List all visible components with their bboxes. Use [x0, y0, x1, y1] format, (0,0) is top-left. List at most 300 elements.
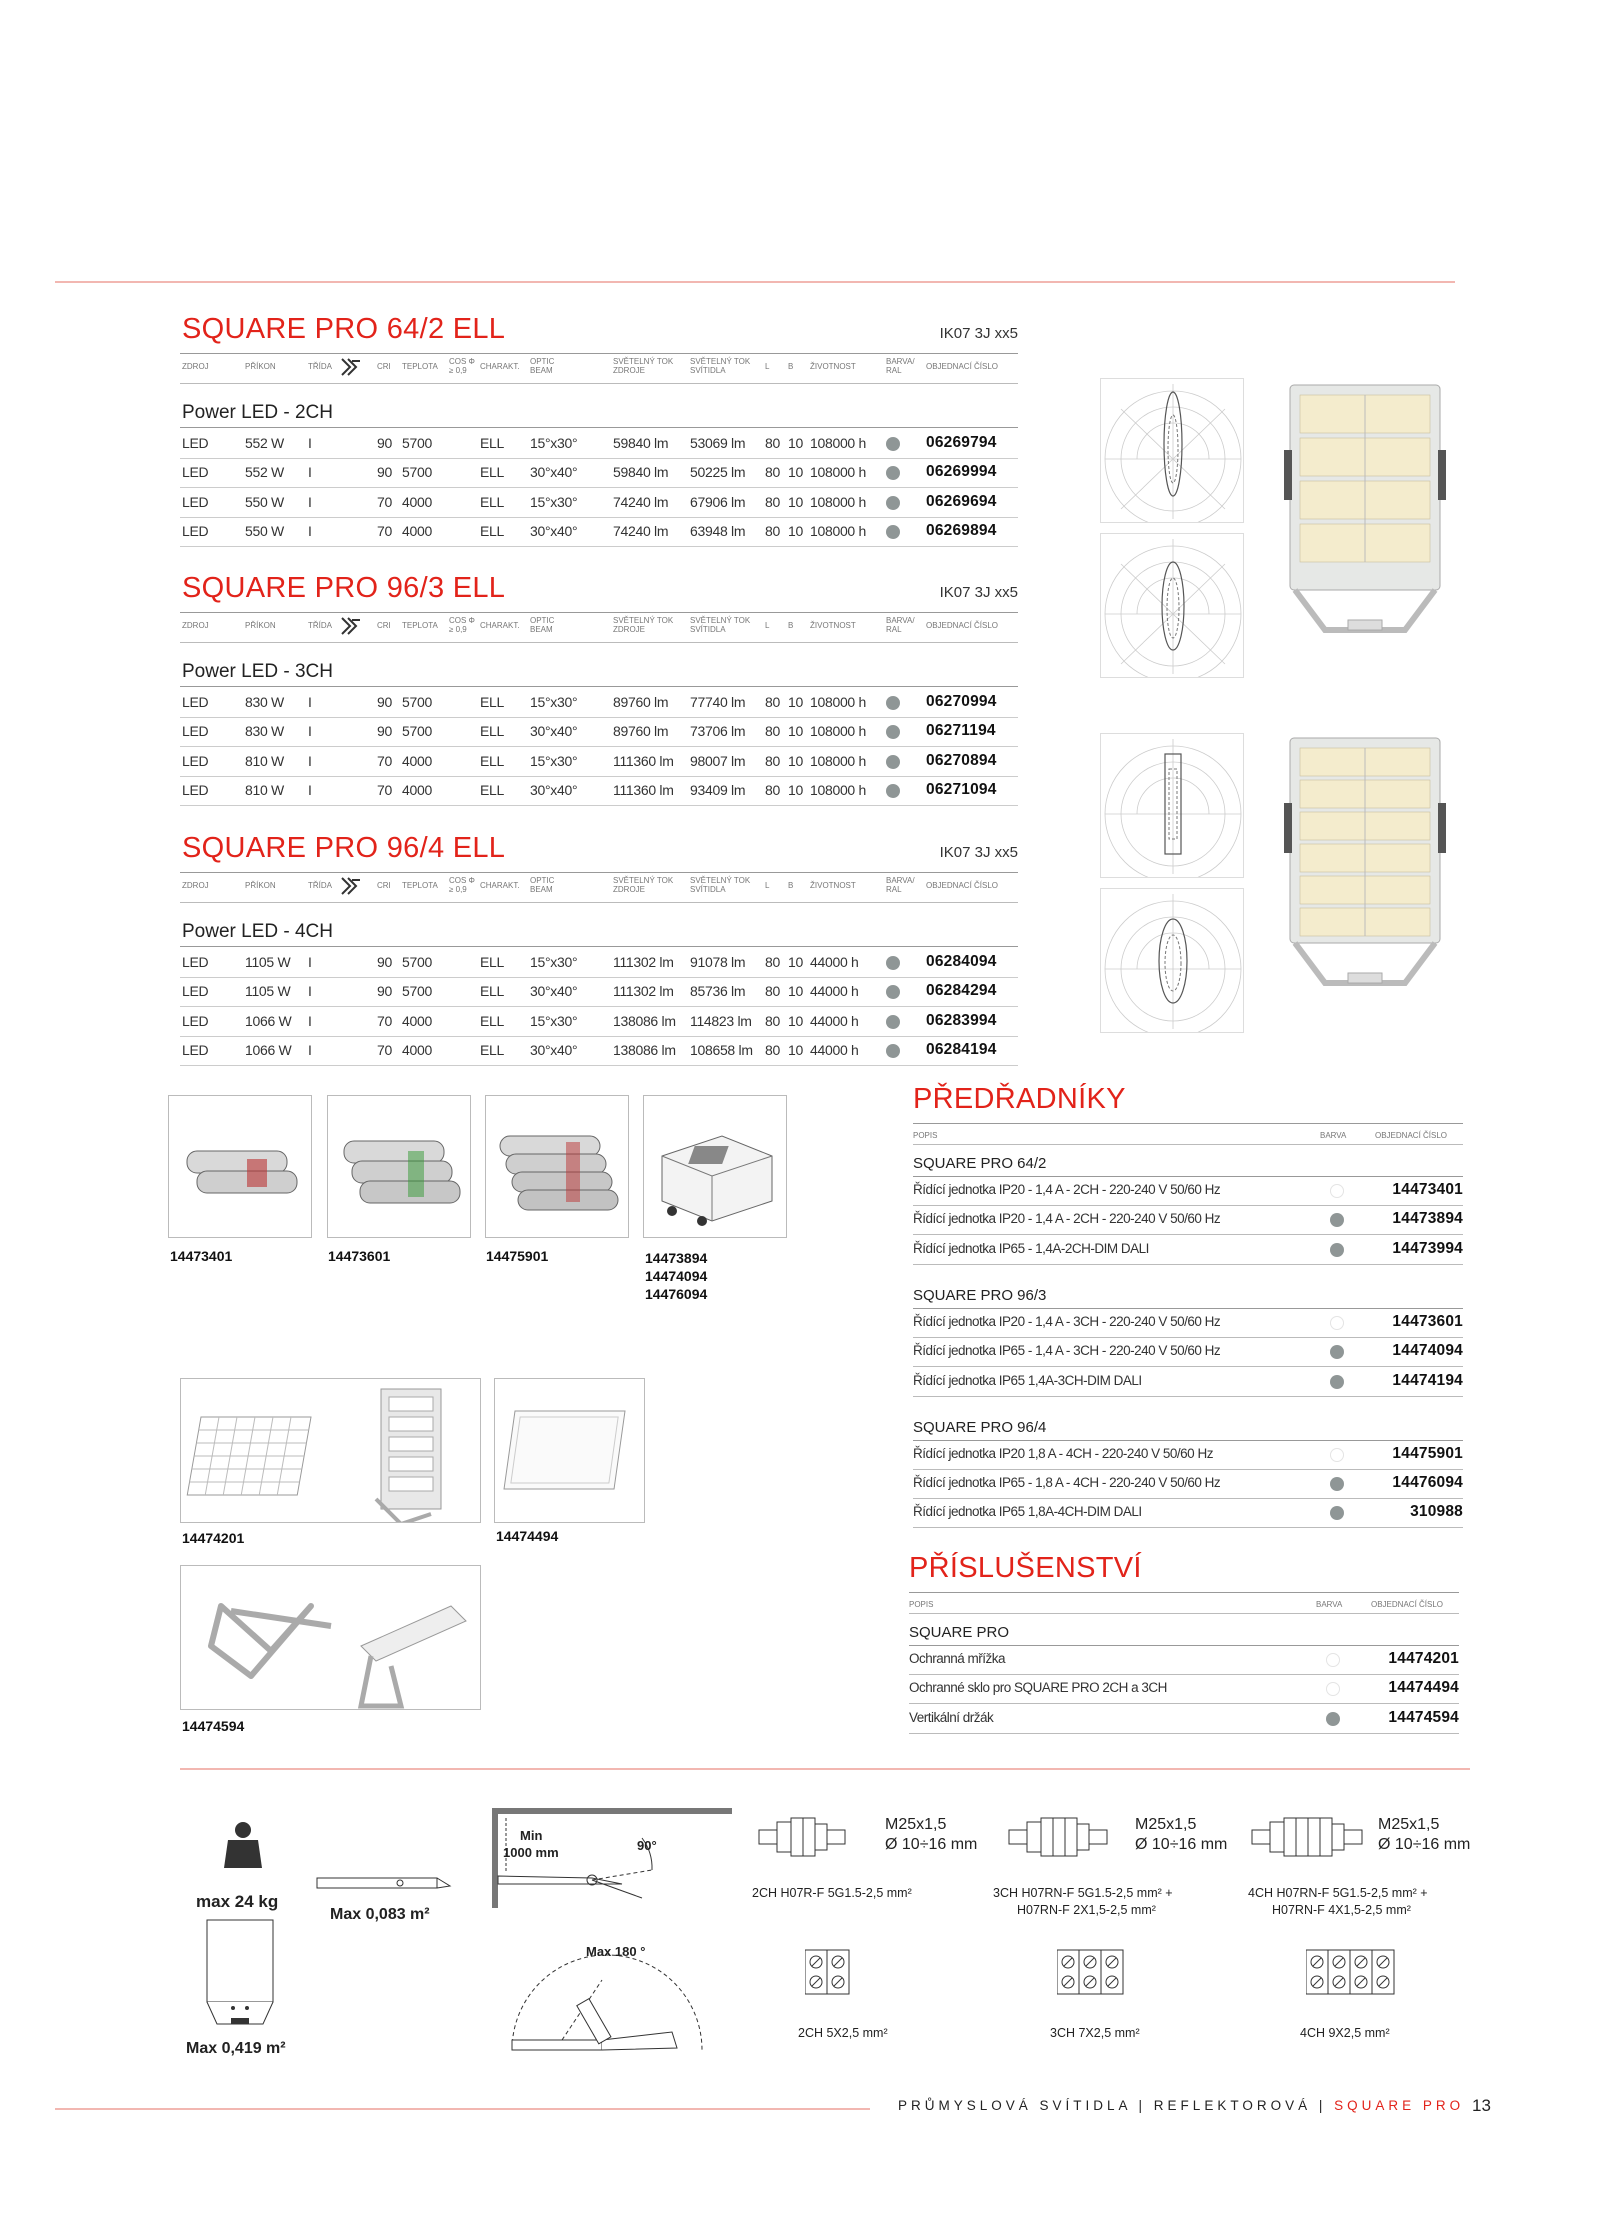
- photometric-diagram-64-bottom: [1100, 533, 1244, 678]
- column-header-zivotnost: ŽIVOTNOST: [810, 362, 856, 371]
- luminaire-image-96: [1270, 733, 1460, 998]
- row-rule: [180, 746, 1018, 747]
- cell-trida: I: [308, 1012, 312, 1029]
- column-header-svitidla: SVĚTELNÝ TOK: [690, 876, 751, 885]
- order-code: 06270994: [926, 693, 997, 710]
- row-rule: [913, 1396, 1463, 1397]
- cell-optic: 15°x30°: [530, 694, 578, 710]
- header-popis: POPIS: [909, 1600, 934, 1609]
- floodlight-icon: [1270, 380, 1460, 655]
- row-rule: [180, 1036, 1018, 1037]
- cell-optic: 30°x40°: [530, 983, 578, 1000]
- column-header-trida: TŘÍDA: [308, 881, 332, 890]
- cell-cri: 70: [377, 752, 392, 769]
- cell-zdroje: 111302 lm: [613, 954, 674, 970]
- top-divider: [55, 281, 1455, 283]
- column-header-b: B: [788, 621, 794, 630]
- order-code: 14474094: [1392, 1342, 1463, 1360]
- cell-charakt: ELL: [480, 781, 505, 798]
- cell-zdroj: LED: [182, 1012, 209, 1029]
- cell-teplota: 4000: [402, 1041, 432, 1058]
- list-item: [913, 1373, 1463, 1395]
- cell-zdroj: LED: [182, 781, 209, 798]
- row-rule: [180, 1006, 1018, 1007]
- column-header-cos: COS Φ: [449, 357, 475, 366]
- column-header-zdroje: SVĚTELNÝ TOK: [613, 876, 674, 885]
- cell-zivotnost: 108000 h: [810, 464, 866, 481]
- gland-thread: M25x1,5: [1378, 1816, 1440, 1833]
- accessory-image-glass: [494, 1378, 645, 1523]
- column-header-svitidla: SVÍTIDLA: [690, 625, 726, 634]
- group-rule: [180, 686, 1018, 687]
- group-name: SQUARE PRO: [909, 1624, 1010, 1641]
- item-label: Řídící jednotka IP65 - 1,8 A - 4CH - 220-240 V 50/60 Hz: [913, 1475, 1221, 1491]
- cell-zivotnost: 108000 h: [810, 435, 866, 451]
- column-header-zdroj: ZDROJ: [182, 621, 209, 630]
- color-swatch: [1330, 1243, 1344, 1257]
- column-header-cislo: OBJEDNACÍ ČÍSLO: [926, 881, 999, 890]
- column-header-svitidla: SVĚTELNÝ TOK: [690, 357, 751, 366]
- cell-trida: I: [308, 522, 312, 539]
- cell-zivotnost: 44000 h: [810, 983, 859, 1000]
- column-header-cos: ≥ 0,9: [449, 366, 467, 375]
- cell-charakt: ELL: [480, 752, 505, 769]
- ik-rating: IK07 3J xx5: [939, 844, 1018, 861]
- cell-teplota: 4000: [402, 1012, 432, 1029]
- list-item: [909, 1651, 1459, 1673]
- cell-prikon: 830 W: [245, 723, 284, 740]
- cell-prikon: 552 W: [245, 435, 284, 451]
- cell-prikon: 1066 W: [245, 1041, 292, 1058]
- title-rule: [180, 353, 1018, 354]
- column-header-zivotnost: ŽIVOTNOST: [810, 881, 856, 890]
- row-rule: [180, 805, 1018, 806]
- column-header-cos: COS Φ: [449, 876, 475, 885]
- cell-b: 10: [788, 954, 803, 970]
- color-swatch: [886, 956, 900, 970]
- cell-zdroj: LED: [182, 1041, 209, 1058]
- row-rule: [913, 1498, 1463, 1499]
- cell-svitidla: 50225 lm: [690, 464, 746, 481]
- item-label: Řídící jednotka IP65 1,8A-4CH-DIM DALI: [913, 1504, 1142, 1520]
- cell-zdroje: 111360 lm: [613, 752, 674, 769]
- gland-thread: M25x1,5: [885, 1816, 947, 1833]
- section-title: PŘEDŘADNÍKY: [913, 1083, 1126, 1115]
- row-rule: [180, 1065, 1018, 1066]
- cell-optic: 15°x30°: [530, 493, 578, 510]
- cell-b: 10: [788, 752, 803, 769]
- column-header-optic: BEAM: [530, 366, 553, 375]
- cell-trida: I: [308, 694, 312, 710]
- accessory-image-grid: [180, 1378, 481, 1523]
- color-swatch: [886, 696, 900, 710]
- list-item: [913, 1211, 1463, 1233]
- order-code: 310988: [1410, 1503, 1463, 1521]
- cell-b: 10: [788, 522, 803, 539]
- item-label: Ochranné sklo pro SQUARE PRO 2CH a 3CH: [909, 1680, 1167, 1696]
- order-code: 06283994: [926, 1011, 997, 1029]
- ik-rating: IK07 3J xx5: [939, 584, 1018, 601]
- page-number: 13: [1472, 2096, 1491, 2115]
- color-swatch: [886, 784, 900, 798]
- section-rule: [909, 1592, 1459, 1593]
- header-rule: [180, 902, 1018, 903]
- column-header-svitidla: SVÍTIDLA: [690, 885, 726, 894]
- cable-gland-icon: [757, 1812, 877, 1862]
- order-code: 06284294: [926, 982, 997, 1000]
- column-header-l: L: [765, 621, 770, 630]
- order-code: 06270894: [926, 751, 997, 769]
- cell-teplota: 4000: [402, 781, 432, 798]
- order-code: 14475901: [1392, 1444, 1463, 1462]
- column-header-charakt: CHARAKT.: [480, 362, 520, 371]
- cable-gland-icon: [1250, 1812, 1370, 1862]
- cell-b: 10: [788, 983, 803, 1000]
- row-rule: [180, 487, 1018, 488]
- group-rule: [180, 427, 1018, 428]
- product-row: [0, 1042, 1020, 1064]
- column-header-optic: BEAM: [530, 885, 553, 894]
- cell-zdroje: 138086 lm: [613, 1012, 676, 1029]
- order-code: 14473401: [1392, 1181, 1463, 1198]
- terminal-spec: 2CH 5X2,5 mm²: [798, 2026, 888, 2040]
- order-code: 14474201: [1388, 1650, 1459, 1667]
- cell-zdroje: 138086 lm: [613, 1041, 676, 1058]
- cell-optic: 30°x40°: [530, 522, 578, 539]
- color-swatch: [886, 1015, 900, 1029]
- cell-optic: 15°x30°: [530, 1012, 578, 1029]
- cell-b: 10: [788, 781, 803, 798]
- cell-cri: 90: [377, 983, 392, 1000]
- accessory-image-bracket: [180, 1565, 481, 1710]
- order-code: 06269894: [926, 521, 997, 539]
- footer-product: SQUARE PRO: [1334, 2098, 1465, 2113]
- cell-zdroj: LED: [182, 493, 209, 510]
- photometric-diagram-96-bottom: [1100, 888, 1244, 1033]
- column-header-charakt: CHARAKT.: [480, 621, 520, 630]
- cell-charakt: ELL: [480, 1012, 505, 1029]
- list-item: [913, 1446, 1463, 1468]
- row-rule: [180, 776, 1018, 777]
- order-code: 14473601: [1392, 1312, 1463, 1330]
- cell-charakt: ELL: [480, 983, 505, 1000]
- cell-optic: 30°x40°: [530, 464, 578, 481]
- row-rule: [909, 1733, 1459, 1734]
- cell-charakt: ELL: [480, 464, 505, 481]
- cell-zdroj: LED: [182, 464, 209, 481]
- item-label: Řídící jednotka IP65 - 1,4A-2CH-DIM DALI: [913, 1240, 1149, 1256]
- cell-prikon: 830 W: [245, 694, 284, 710]
- row-rule: [180, 546, 1018, 547]
- product-title: SQUARE PRO 64/2 ELL: [182, 313, 506, 345]
- gland-diameter: Ø 10÷16 mm: [1378, 1836, 1471, 1853]
- gland-diameter: Ø 10÷16 mm: [885, 1836, 978, 1853]
- column-header-optic: OPTIC: [530, 357, 555, 366]
- group-rule: [180, 946, 1018, 947]
- section-rule: [913, 1123, 1463, 1124]
- row-rule: [913, 1366, 1463, 1367]
- cell-charakt: ELL: [480, 435, 505, 451]
- color-swatch: [886, 755, 900, 769]
- cell-cri: 70: [377, 781, 392, 798]
- ballast-image-ip65: [643, 1095, 787, 1238]
- header-popis: POPIS: [913, 1131, 938, 1140]
- cell-cri: 70: [377, 1041, 392, 1058]
- cell-zivotnost: 44000 h: [810, 1012, 859, 1029]
- cell-trida: I: [308, 493, 312, 510]
- color-swatch: [886, 496, 900, 510]
- cell-svitidla: 63948 lm: [690, 522, 746, 539]
- cell-teplota: 5700: [402, 723, 432, 740]
- cell-zivotnost: 108000 h: [810, 522, 866, 539]
- cell-cri: 90: [377, 954, 392, 970]
- product-group: Power LED - 4CH: [182, 921, 333, 942]
- footer-rule-left: [55, 2108, 870, 2110]
- group-name: SQUARE PRO 64/2: [913, 1155, 1047, 1172]
- terminal-block-icon: [1306, 1948, 1396, 1996]
- wind-front-label: Max 0,419 m²: [186, 2040, 286, 2057]
- column-header-zdroje: ZDROJE: [613, 625, 645, 634]
- column-header-zdroje: SVĚTELNÝ TOK: [613, 357, 674, 366]
- cell-trida: I: [308, 435, 312, 451]
- max180-label: Max 180 °: [586, 1944, 646, 1959]
- color-swatch: [1330, 1477, 1344, 1491]
- cell-zivotnost: 108000 h: [810, 723, 866, 740]
- cell-l: 80: [765, 781, 780, 798]
- cell-zdroje: 111360 lm: [613, 781, 674, 798]
- color-swatch: [886, 466, 900, 480]
- cell-b: 10: [788, 1012, 803, 1029]
- cell-l: 80: [765, 983, 780, 1000]
- header-cislo: OBJEDNACÍ ČÍSLO: [1375, 1131, 1448, 1140]
- cell-optic: 30°x40°: [530, 781, 578, 798]
- floodlight-icon: [1270, 733, 1460, 998]
- product-title: SQUARE PRO 96/4 ELL: [182, 832, 506, 864]
- cell-zdroje: 74240 lm: [613, 493, 669, 510]
- cell-zdroj: LED: [182, 954, 209, 970]
- cell-zdroj: LED: [182, 694, 209, 710]
- accessory-caption-bracket: 14474594: [182, 1718, 245, 1734]
- item-label: Řídící jednotka IP20 - 1,4 A - 2CH - 220-240 V 50/60 Hz: [913, 1182, 1221, 1197]
- order-code: 14473894: [1392, 1210, 1463, 1228]
- cell-svitidla: 73706 lm: [690, 723, 746, 740]
- row-rule: [913, 1469, 1463, 1470]
- cell-charakt: ELL: [480, 522, 505, 539]
- column-header-cri: CRI: [377, 621, 391, 630]
- column-header-trida: TŘÍDA: [308, 621, 332, 630]
- column-header-l: L: [765, 881, 770, 890]
- cell-trida: I: [308, 954, 312, 970]
- product-row: [0, 523, 1020, 545]
- color-swatch: [1330, 1375, 1344, 1389]
- column-header-trida: TŘÍDA: [308, 362, 332, 371]
- wind-side-label: Max 0,083 m²: [330, 1906, 430, 1923]
- weight-icon: [222, 1820, 264, 1870]
- column-header-zivotnost: ŽIVOTNOST: [810, 621, 856, 630]
- list-item: [909, 1680, 1459, 1702]
- cell-zdroje: 89760 lm: [613, 723, 669, 740]
- cell-prikon: 1105 W: [245, 983, 291, 1000]
- order-code: 06271094: [926, 780, 997, 798]
- terminal-block-icon: [805, 1948, 895, 1996]
- cable-spec: 4CH H07RN-F 5G1.5-2,5 mm² +: [1248, 1886, 1428, 1900]
- cell-zdroje: 89760 lm: [613, 694, 669, 710]
- order-code: 06269794: [926, 434, 997, 451]
- cell-zdroj: LED: [182, 522, 209, 539]
- cell-l: 80: [765, 1041, 780, 1058]
- cell-cri: 70: [377, 493, 392, 510]
- cell-svitidla: 93409 lm: [690, 781, 746, 798]
- cable-gland-icon: [1007, 1812, 1127, 1862]
- column-header-zdroje: ZDROJE: [613, 885, 645, 894]
- list-item: [913, 1182, 1463, 1204]
- list-item: [913, 1504, 1463, 1526]
- cell-optic: 30°x40°: [530, 1041, 578, 1058]
- cell-zdroj: LED: [182, 723, 209, 740]
- cell-trida: I: [308, 723, 312, 740]
- product-row: [0, 464, 1020, 486]
- column-header-zdroj: ZDROJ: [182, 881, 209, 890]
- color-swatch: [886, 725, 900, 739]
- column-header-barva: RAL: [886, 885, 902, 894]
- color-swatch: [1326, 1712, 1340, 1726]
- photometric-diagram-64-top: [1100, 378, 1244, 523]
- product-group: Power LED - 2CH: [182, 402, 333, 423]
- ballast-caption-2: 14473601: [328, 1248, 391, 1264]
- product-row: [0, 983, 1020, 1005]
- cell-svitidla: 77740 lm: [690, 694, 746, 710]
- cell-zdroj: LED: [182, 435, 209, 451]
- order-code: 14474494: [1388, 1679, 1459, 1697]
- group-rule: [909, 1645, 1459, 1646]
- color-swatch: [1330, 1213, 1344, 1227]
- header-barva: BARVA: [1320, 1131, 1347, 1140]
- cell-l: 80: [765, 752, 780, 769]
- column-header-teplota: TEPLOTA: [402, 621, 438, 630]
- cell-prikon: 810 W: [245, 752, 284, 769]
- column-header-optic: BEAM: [530, 625, 553, 634]
- column-header-prikon: PŘÍKON: [245, 881, 276, 890]
- cell-cri: 70: [377, 522, 392, 539]
- order-code: 14473994: [1392, 1239, 1463, 1257]
- cell-zdroje: 59840 lm: [613, 435, 669, 451]
- row-rule: [180, 517, 1018, 518]
- column-header-cislo: OBJEDNACÍ ČÍSLO: [926, 621, 999, 630]
- cell-cri: 90: [377, 723, 392, 740]
- gland-thread: M25x1,5: [1135, 1816, 1197, 1833]
- product-row: [0, 954, 1020, 976]
- polar-diagram-icon: [1101, 734, 1244, 878]
- cell-prikon: 550 W: [245, 493, 284, 510]
- cell-charakt: ELL: [480, 1041, 505, 1058]
- cell-cri: 90: [377, 464, 392, 481]
- cell-cri: 90: [377, 435, 392, 451]
- cell-charakt: ELL: [480, 723, 505, 740]
- cell-optic: 15°x30°: [530, 954, 578, 970]
- cell-prikon: 1105 W: [245, 954, 291, 970]
- min-label: Min: [520, 1828, 543, 1843]
- cable-spec: 2CH H07R-F 5G1.5-2,5 mm²: [752, 1886, 912, 1900]
- order-code: 14476094: [1392, 1474, 1463, 1492]
- cell-svitidla: 114823 lm: [690, 1012, 752, 1029]
- group-rule: [913, 1308, 1463, 1309]
- item-label: Vertikální držák: [909, 1709, 994, 1725]
- polar-diagram-icon: [1101, 889, 1244, 1033]
- cell-l: 80: [765, 464, 780, 481]
- cell-trida: I: [308, 781, 312, 798]
- cell-charakt: ELL: [480, 954, 505, 970]
- row-rule: [913, 1234, 1463, 1235]
- product-title: SQUARE PRO 96/3 ELL: [182, 572, 506, 604]
- cell-zivotnost: 108000 h: [810, 781, 866, 798]
- section-title: PŘÍSLUŠENSTVÍ: [909, 1552, 1142, 1584]
- header-rule: [180, 642, 1018, 643]
- cell-teplota: 4000: [402, 522, 432, 539]
- cell-teplota: 5700: [402, 954, 432, 970]
- item-label: Ochranná mřížka: [909, 1651, 1006, 1666]
- item-label: Řídící jednotka IP20 1,8 A - 4CH - 220-240 V 50/60 Hz: [913, 1445, 1213, 1461]
- column-header-l: L: [765, 362, 770, 371]
- product-group: Power LED - 3CH: [182, 661, 333, 682]
- column-header-cislo: OBJEDNACÍ ČÍSLO: [926, 362, 999, 371]
- cell-teplota: 4000: [402, 752, 432, 769]
- cell-l: 80: [765, 522, 780, 539]
- cell-trida: I: [308, 464, 312, 481]
- cell-zdroje: 74240 lm: [613, 522, 669, 539]
- column-header-teplota: TEPLOTA: [402, 362, 438, 371]
- cell-zivotnost: 108000 h: [810, 493, 866, 510]
- row-rule: [913, 1205, 1463, 1206]
- row-rule: [909, 1703, 1459, 1704]
- ik-rating: IK07 3J xx5: [939, 325, 1018, 342]
- product-row: [0, 694, 1020, 716]
- cell-prikon: 550 W: [245, 522, 284, 539]
- color-swatch: [1330, 1345, 1344, 1359]
- footer-text: [898, 2098, 1464, 2113]
- header-barva: BARVA: [1316, 1600, 1343, 1609]
- cell-b: 10: [788, 694, 803, 710]
- color-swatch: [886, 525, 900, 539]
- cell-zdroje: 59840 lm: [613, 464, 669, 481]
- column-header-cos: ≥ 0,9: [449, 625, 467, 634]
- header-rule: [909, 1613, 1459, 1614]
- cell-charakt: ELL: [480, 493, 505, 510]
- terminal-block-icon: [1057, 1948, 1147, 1996]
- list-item: [913, 1475, 1463, 1497]
- list-item: [913, 1241, 1463, 1263]
- item-label: Řídící jednotka IP65 1,4A-3CH-DIM DALI: [913, 1372, 1142, 1388]
- photometric-diagram-96-top: [1100, 733, 1244, 878]
- row-rule: [180, 717, 1018, 718]
- cell-svitidla: 98007 lm: [690, 752, 746, 769]
- column-header-charakt: CHARAKT.: [480, 881, 520, 890]
- column-header-zdroje: ZDROJE: [613, 366, 645, 375]
- column-header-zdroje: SVĚTELNÝ TOK: [613, 616, 674, 625]
- product-row: [0, 494, 1020, 516]
- cell-l: 80: [765, 493, 780, 510]
- cell-zdroje: 111302 lm: [613, 983, 674, 1000]
- list-item: [909, 1710, 1459, 1732]
- header-rule: [180, 383, 1018, 384]
- terminal-spec: 4CH 9X2,5 mm²: [1300, 2026, 1390, 2040]
- cell-cri: 90: [377, 694, 392, 710]
- order-code: 14474594: [1388, 1708, 1459, 1726]
- group-name: SQUARE PRO 96/4: [913, 1418, 1047, 1436]
- polar-diagram-icon: [1101, 379, 1244, 523]
- cell-teplota: 5700: [402, 464, 432, 481]
- product-row: [0, 753, 1020, 775]
- color-swatch: [1330, 1316, 1344, 1330]
